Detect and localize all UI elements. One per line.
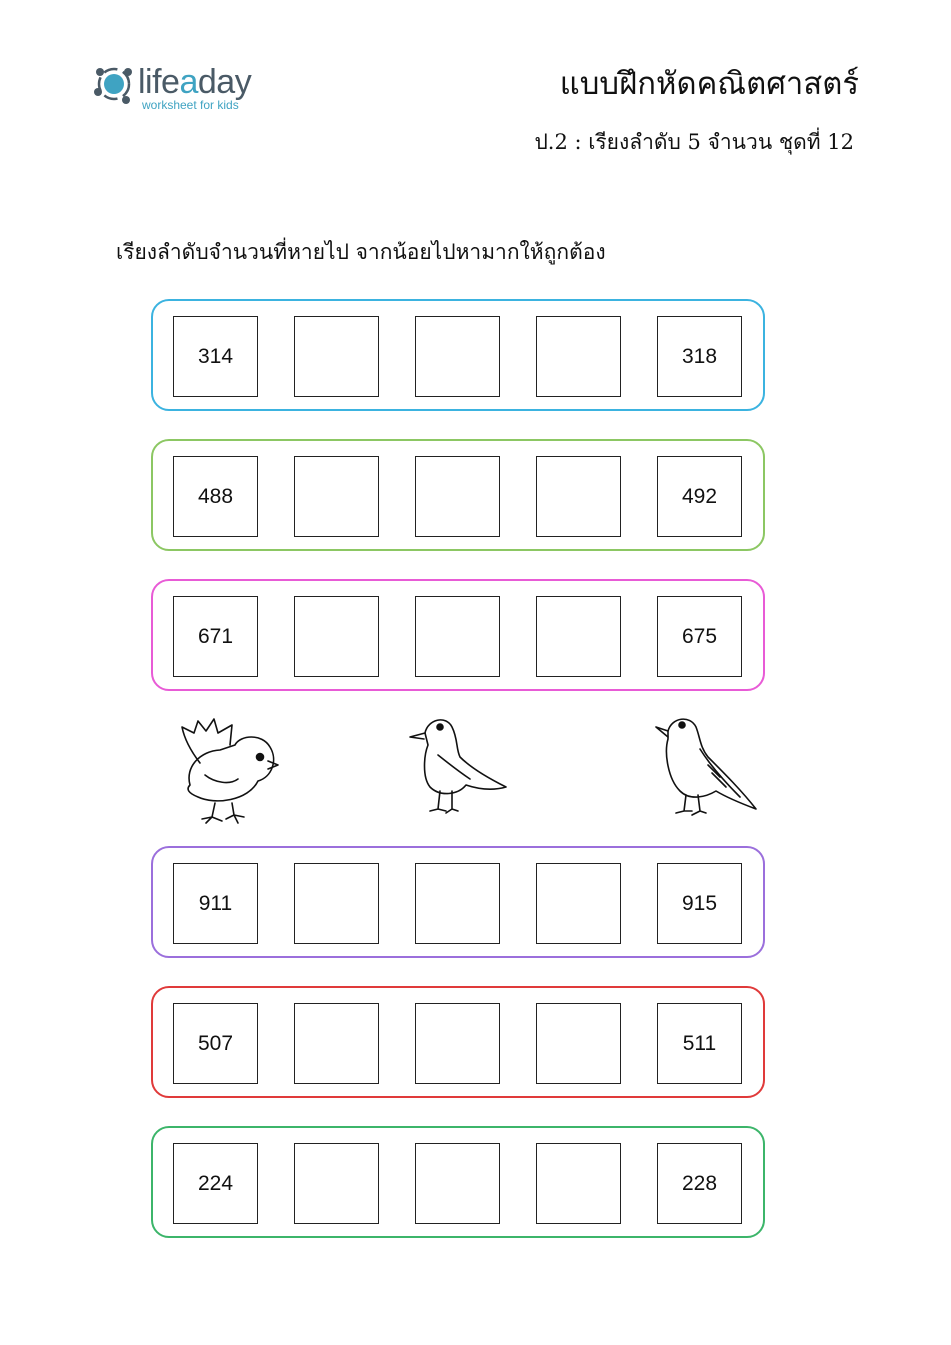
answer-box[interactable]	[415, 316, 500, 397]
logo-wordmark: lifeaday	[138, 63, 252, 101]
number-box: 318	[657, 316, 742, 397]
sparrow-bird-icon	[410, 720, 506, 813]
number-box: 228	[657, 1143, 742, 1224]
logo-tagline: worksheet for kids	[142, 98, 239, 112]
number-row	[151, 1126, 765, 1238]
page-title: แบบฝึกหัดคณิตศาสตร์	[559, 66, 859, 102]
number-box: 671	[173, 596, 258, 677]
answer-box[interactable]	[536, 456, 621, 537]
page-subtitle: ป.2 : เรียงลำดับ 5 จำนวน ชุดที่ 12	[534, 130, 854, 154]
number-box: 224	[173, 1143, 258, 1224]
number-box: 915	[657, 863, 742, 944]
number-box: 492	[657, 456, 742, 537]
number-row	[151, 986, 765, 1098]
answer-box[interactable]	[415, 456, 500, 537]
answer-box[interactable]	[294, 596, 379, 677]
answer-box[interactable]	[536, 1143, 621, 1224]
answer-box[interactable]	[536, 863, 621, 944]
answer-box[interactable]	[294, 316, 379, 397]
number-box: 507	[173, 1003, 258, 1084]
answer-box[interactable]	[415, 1143, 500, 1224]
number-box: 314	[173, 316, 258, 397]
number-box: 675	[657, 596, 742, 677]
answer-box[interactable]	[294, 1003, 379, 1084]
answer-box[interactable]	[294, 456, 379, 537]
chick-bird-icon	[182, 719, 278, 823]
answer-box[interactable]	[415, 863, 500, 944]
molecule-logo-icon	[90, 60, 138, 108]
number-row	[151, 299, 765, 411]
answer-box[interactable]	[415, 1003, 500, 1084]
number-row	[151, 846, 765, 958]
robin-bird-icon	[656, 719, 756, 815]
answer-box[interactable]	[415, 596, 500, 677]
answer-box[interactable]	[536, 596, 621, 677]
answer-box[interactable]	[536, 1003, 621, 1084]
answer-box[interactable]	[294, 1143, 379, 1224]
birds-illustration	[0, 705, 951, 830]
answer-box[interactable]	[536, 316, 621, 397]
number-box: 911	[173, 863, 258, 944]
number-box: 511	[657, 1003, 742, 1084]
number-row	[151, 579, 765, 691]
instruction-text: เรียงลำดับจำนวนที่หายไป จากน้อยไปหามากให้ถูกต้อง	[116, 240, 606, 264]
number-row	[151, 439, 765, 551]
number-box: 488	[173, 456, 258, 537]
answer-box[interactable]	[294, 863, 379, 944]
logo	[90, 60, 280, 120]
